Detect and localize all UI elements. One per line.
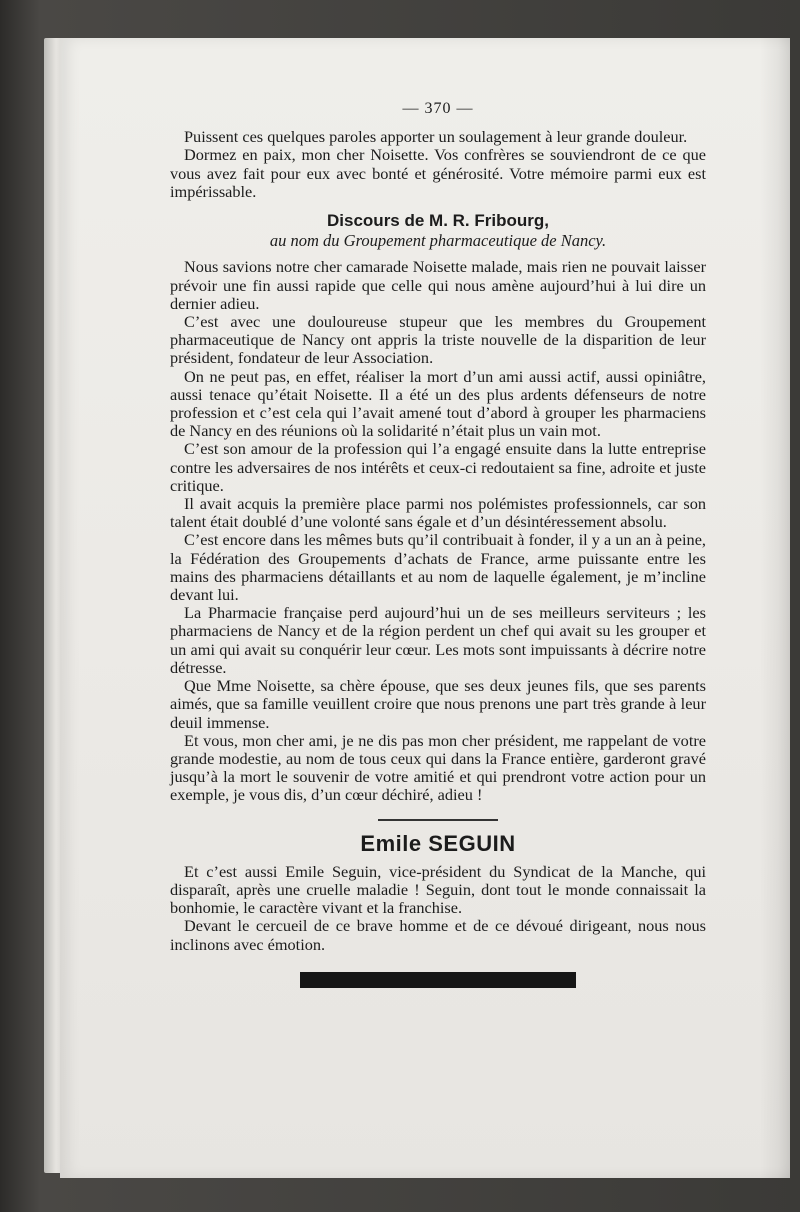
intro-paragraph: Puissent ces quelques paroles apporter un soulagement à leur grande douleur. — [184, 127, 688, 147]
book-page — [60, 38, 790, 1178]
speech-paragraph: C’est avec une douloureuse stupeur que les membres du Groupement pharmaceutique de Nancy ont appris la triste nouvelle de la disparition de leur président, fondateur de leur Association. — [170, 312, 706, 368]
speech-paragraph: C’est son amour de la profession qui l’a engagé ensuite dans la lutte entreprise contre les adversaires de nos intérêts et ceux-ci redoutaient sa fine, adroite et juste critique. — [170, 439, 706, 495]
page-text — [170, 100, 706, 988]
page-curl-shadow — [760, 38, 790, 1178]
speech-paragraph: Que Mme Noisette, sa chère épouse, que ses deux jeunes fils, que ses parents aimés, que sa famille veuillent croire que nous prenons une part très grande à leur deuil immense. — [170, 676, 706, 732]
speech-paragraph: Nous savions notre cher camarade Noisette malade, mais rien ne pouvait laisser prévoir une fin aussi rapide que celle qui nous amène aujourd’hui à lui dire un dernier adieu. — [170, 257, 706, 313]
intro-paragraph: Dormez en paix, mon cher Noisette. Vos confrères se souviendront de ce que vous avez fait pour eux avec bonté et générosité. Votre mémoire parmi eux est impérissable. — [170, 145, 706, 201]
speech-paragraph: On ne peut pas, en effet, réaliser la mort d’un ami aussi actif, aussi opiniâtre, aussi tenace qu’était Noisette. Il a été un des plus ardents défenseurs de notre profession et c’est cela qui l’avait amené tout d’abord à grouper les pharmaciens de Nancy en des réunions où la solidarité n’était plus un vain mot. — [170, 366, 706, 441]
end-ornament-bar — [300, 972, 576, 988]
speech-heading: Discours de M. R. Fribourg, — [327, 211, 549, 231]
obituary-title: Emile SEGUIN — [360, 830, 516, 856]
speech-paragraph: C’est encore dans les mêmes buts qu’il contribuait à fonder, il y a un an à peine, la Fédération des Groupements d’achats de France, arme puissante entre les mains des pharmaciens détaillants et au nom de laquelle également, je m’incline devant lui. — [170, 530, 706, 605]
obituary-paragraph: Devant le cercueil de ce brave homme et de ce dévoué dirigeant, nous nous inclinons avec émotion. — [170, 916, 706, 954]
page-number: — 370 — — [402, 100, 474, 117]
speech-paragraph: Il avait acquis la première place parmi nos polémistes professionnels, car son talent était doublé d’une volonté sans égale et d’un désintéressement absolu. — [170, 494, 706, 532]
speech-paragraph: La Pharmacie française perd aujourd’hui un de ses meilleurs serviteurs ; les pharmaciens de Nancy et de la région perdent un chef qui avait su les grouper et un ami qui avait su conquérir leur cœur. Les mots sont impuissants à décrire notre détresse. — [170, 603, 706, 677]
section-divider — [378, 819, 498, 821]
speech-subheading: au nom du Groupement pharmaceutique de Nancy. — [269, 231, 607, 251]
speech-paragraph: Et vous, mon cher ami, je ne dis pas mon cher président, me rappelant de votre grande modestie, au nom de tous ceux qui dans la France entière, garderont gravé jusqu’à la mort le souvenir de votre amitié et qui prendront votre action pour un exemple, je vous dis, d’un cœur déchiré, adieu ! — [170, 730, 706, 805]
obituary-paragraph: Et c’est aussi Emile Seguin, vice-président du Syndicat de la Manche, qui disparaît, après une cruelle maladie ! Seguin, dont tout le monde connaissait la bonhomie, le caractère vivant et la franchise. — [170, 861, 706, 918]
